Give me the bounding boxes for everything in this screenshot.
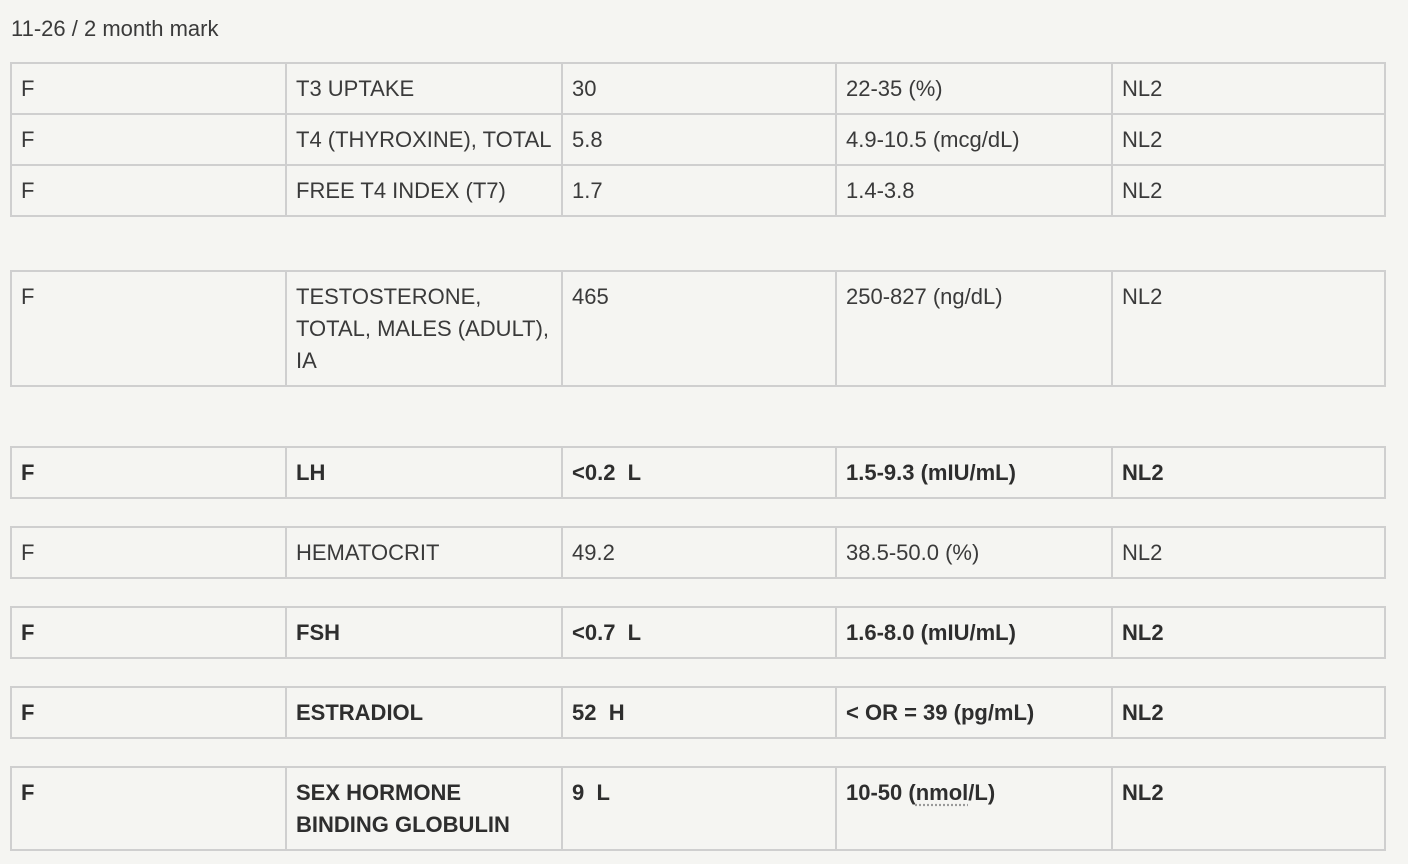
- reference-range-cell: 1.5-9.3 (mIU/mL): [836, 447, 1112, 498]
- lab-code-cell: NL2: [1112, 63, 1385, 114]
- table-row: [11, 447, 1385, 498]
- table-row: [11, 271, 1385, 386]
- test-name-cell: FREE T4 INDEX (T7): [286, 165, 562, 216]
- lab-table-hematocrit: [10, 526, 1386, 579]
- test-name-cell: FSH: [286, 607, 562, 658]
- result-cell: <0.7 L: [562, 607, 836, 658]
- table-row: [11, 63, 1385, 114]
- test-name-cell: SEX HORMONE BINDING GLOBULIN: [286, 767, 562, 850]
- flag-cell: F: [11, 271, 286, 386]
- flag-cell: F: [11, 447, 286, 498]
- table-row: [11, 607, 1385, 658]
- test-name-cell: TESTOSTERONE, TOTAL, MALES (ADULT), IA: [286, 271, 562, 386]
- reference-range-cell: 4.9-10.5 (mcg/dL): [836, 114, 1112, 165]
- test-name-cell: HEMATOCRIT: [286, 527, 562, 578]
- result-cell: 49.2: [562, 527, 836, 578]
- lab-code-cell: NL2: [1112, 687, 1385, 738]
- lab-code-cell: NL2: [1112, 527, 1385, 578]
- reference-range-cell: [836, 767, 1112, 850]
- reference-range-cell: 38.5-50.0 (%): [836, 527, 1112, 578]
- reference-range-cell: 250-827 (ng/dL): [836, 271, 1112, 386]
- range-prefix: 10-50 (: [846, 780, 916, 805]
- table-row: [11, 114, 1385, 165]
- result-cell: 465: [562, 271, 836, 386]
- flag-cell: F: [11, 63, 286, 114]
- test-name-cell: ESTRADIOL: [286, 687, 562, 738]
- result-cell: 1.7: [562, 165, 836, 216]
- reference-range-cell: 1.6-8.0 (mIU/mL): [836, 607, 1112, 658]
- lab-table-thyroid: [10, 62, 1386, 217]
- table-row: [11, 767, 1385, 850]
- reference-range-cell: 22-35 (%): [836, 63, 1112, 114]
- reference-range-cell: < OR = 39 (pg/mL): [836, 687, 1112, 738]
- test-name-cell: T4 (THYROXINE), TOTAL: [286, 114, 562, 165]
- range-suffix: /L): [968, 780, 996, 805]
- lab-table-estradiol: [10, 686, 1386, 739]
- lab-code-cell: NL2: [1112, 447, 1385, 498]
- lab-code-cell: NL2: [1112, 767, 1385, 850]
- flag-cell: F: [11, 165, 286, 216]
- result-cell: 9 L: [562, 767, 836, 850]
- result-cell: <0.2 L: [562, 447, 836, 498]
- lab-table-shbg: [10, 766, 1386, 851]
- spellcheck-word: nmol: [915, 780, 969, 805]
- flag-cell: F: [11, 687, 286, 738]
- table-row: [11, 527, 1385, 578]
- lab-code-cell: NL2: [1112, 165, 1385, 216]
- result-cell: 52 H: [562, 687, 836, 738]
- test-name-cell: T3 UPTAKE: [286, 63, 562, 114]
- result-cell: 30: [562, 63, 836, 114]
- table-row: [11, 165, 1385, 216]
- reference-range-cell: 1.4-3.8: [836, 165, 1112, 216]
- lab-code-cell: NL2: [1112, 271, 1385, 386]
- lab-table-lh: [10, 446, 1386, 499]
- result-cell: 5.8: [562, 114, 836, 165]
- flag-cell: F: [11, 767, 286, 850]
- page-title: 11-26 / 2 month mark: [11, 16, 219, 41]
- lab-code-cell: NL2: [1112, 114, 1385, 165]
- lab-table-testosterone: [10, 270, 1386, 387]
- lab-table-fsh: [10, 606, 1386, 659]
- table-row: [11, 687, 1385, 738]
- test-name-cell: LH: [286, 447, 562, 498]
- flag-cell: F: [11, 527, 286, 578]
- flag-cell: F: [11, 607, 286, 658]
- lab-code-cell: NL2: [1112, 607, 1385, 658]
- flag-cell: F: [11, 114, 286, 165]
